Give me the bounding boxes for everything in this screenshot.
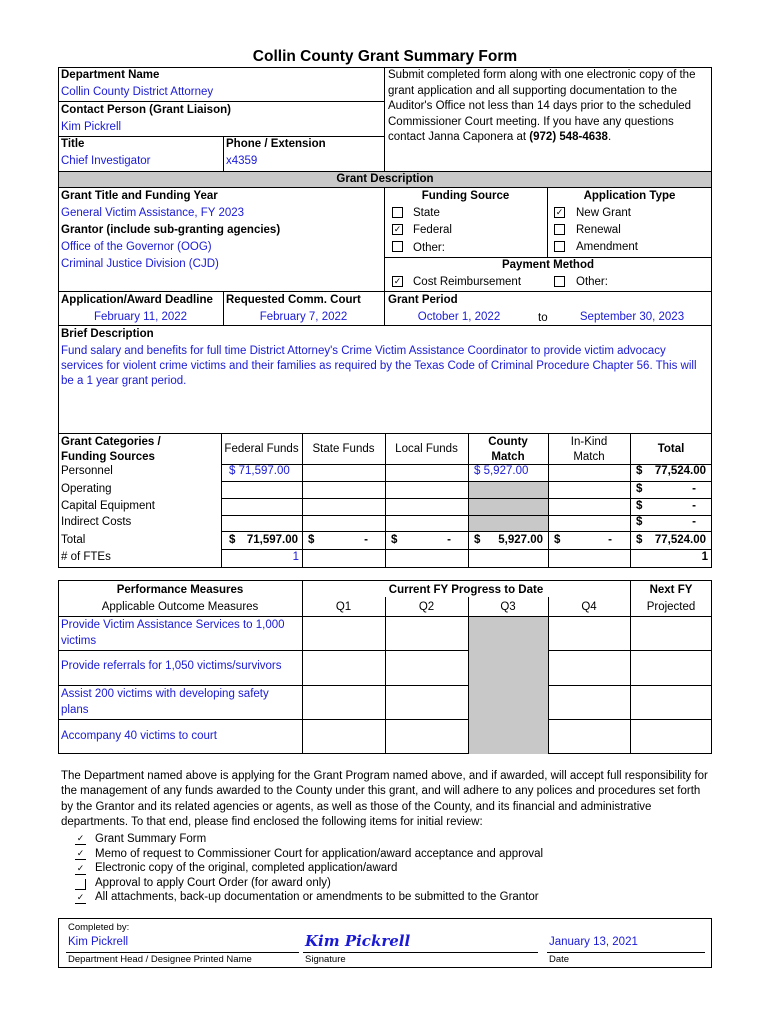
row-total-symbol: $ [636, 516, 643, 528]
deadline-label: Application/Award Deadline [61, 294, 213, 306]
row-total: - [692, 500, 696, 512]
requested-label: Requested Comm. Court [226, 294, 361, 306]
dept-label: Department Name [61, 69, 160, 81]
statement-text: The Department named above is applying for the Grant Program named above, and if awarded, will accept full responsibility for the management of any funds awarded to the County under this grant, and will adhere to any polices and procedures set forth by the Grantor and its related agencies or agents, as well as those of the County, and its financial and administrative departments. To that end, please find enclosed the following items for initial review: [61, 770, 708, 828]
row-total-symbol: $ [636, 500, 643, 512]
funding-state-label: State [413, 207, 440, 219]
date-label: Date [549, 954, 570, 965]
next-fy-1: Next FY [649, 584, 693, 596]
brief-text[interactable]: Fund salary and benefits for full time District Attorney's Crime Victim Assistance Coordinator to provide victim advocacy services for violent crime victims and their families as required by the Texas Code of Criminal Procedure Chapter 56. This will be a 1 year grant period. [61, 345, 697, 388]
col-local: Local Funds [395, 443, 458, 455]
row-label: Capital Equipment [61, 500, 155, 512]
col-county-1: County [488, 436, 528, 448]
total-inkind: - [608, 534, 612, 546]
title-value[interactable]: Chief Investigator [61, 155, 151, 167]
name-label: Department Head / Designee Printed Name [68, 954, 252, 965]
row-label: Personnel [61, 465, 113, 477]
payment-other-label: Other: [576, 276, 608, 288]
progress-title: Current FY Progress to Date [388, 584, 544, 596]
check-mark-icon: ✓ [76, 848, 85, 858]
col-federal: Federal Funds [224, 443, 299, 455]
grantor-label: Grantor (include sub-granting agencies) [61, 224, 281, 236]
grant-description-header: Grant Description [59, 172, 711, 187]
row-total: 77,524.00 [654, 465, 706, 477]
deadline-value[interactable]: February 11, 2022 [93, 311, 188, 323]
total-state: - [364, 534, 368, 546]
payment-cost-label: Cost Reimbursement [413, 276, 522, 288]
checklist-item-2: Memo of request to Commissioner Court for application/award acceptance and approval [95, 848, 544, 860]
budget-category-label-1: Grant Categories / [61, 436, 161, 448]
phone-value[interactable]: x4359 [226, 155, 258, 167]
ftes-label: # of FTEs [61, 551, 111, 563]
app-amendment-checkbox[interactable] [554, 241, 565, 252]
check-mark-icon: ✓ [76, 892, 85, 902]
col-q2: Q2 [418, 601, 435, 613]
col-q3: Q3 [500, 601, 516, 613]
measure-1[interactable]: Provide Victim Assistance Services to 1,000 victims [61, 619, 285, 647]
measure-3[interactable]: Assist 200 victims with developing safety plans [61, 688, 269, 716]
col-q1: Q1 [335, 601, 352, 613]
grant-title-value[interactable]: General Victim Assistance, FY 2023 [61, 207, 245, 219]
app-new-checkbox[interactable] [554, 207, 565, 218]
title-label: Title [61, 138, 85, 150]
instructions-text: Submit completed form along with one electronic copy of the grant application and all supporting documentation to the Auditor's Office not less than 14 days prior to the scheduled Commissioner Court meeting. If you have any questions contact Janna Caponera at (972) 548-4638. [388, 69, 696, 144]
form-title: Collin County Grant Summary Form [252, 48, 518, 65]
check-mark-icon: ✓ [76, 833, 85, 843]
completed-by-label: Completed by: [68, 922, 130, 933]
app-amendment-label: Amendment [576, 241, 639, 253]
col-state: State Funds [312, 443, 375, 455]
payment-other-checkbox[interactable] [554, 276, 565, 287]
checklist-item-3: Electronic copy of the original, completed application/award [95, 862, 398, 874]
performance-subtitle: Applicable Outcome Measures [101, 601, 259, 613]
period-label: Grant Period [388, 294, 458, 306]
total-county: 5,927.00 [498, 534, 543, 546]
payment-method-label: Payment Method [501, 259, 594, 271]
row-county[interactable]: $ 5,927.00 [474, 465, 529, 477]
printed-name[interactable]: Kim Pickrell [68, 936, 129, 948]
checklist-item-1: Grant Summary Form [95, 833, 207, 845]
period-to: to [538, 312, 548, 324]
app-new-label: New Grant [576, 207, 631, 219]
period-start[interactable]: October 1, 2022 [417, 311, 501, 323]
checklist-checkbox[interactable] [75, 879, 86, 890]
signature[interactable]: Kim Pickrell [305, 932, 411, 950]
signature-label: Signature [305, 954, 346, 965]
measure-4[interactable]: Accompany 40 victims to court [61, 730, 217, 742]
col-total: Total [657, 443, 685, 455]
row-total-symbol: $ [636, 465, 643, 477]
total-state-symbol: $ [308, 534, 315, 546]
application-type-label: Application Type [583, 190, 676, 202]
contact-value[interactable]: Kim Pickrell [61, 121, 122, 133]
col-q4: Q4 [581, 601, 597, 613]
check-mark-icon: ✓ [393, 224, 402, 234]
contact-label: Contact Person (Grant Liaison) [61, 104, 231, 116]
row-total: - [692, 483, 696, 495]
check-mark-icon: ✓ [76, 863, 85, 873]
requested-value[interactable]: February 7, 2022 [259, 311, 348, 323]
total-total: 77,524.00 [654, 534, 706, 546]
total-label: Total [61, 534, 86, 546]
ftes-total: 1 [701, 551, 708, 563]
ftes-federal[interactable]: 1 [292, 551, 299, 563]
check-mark-icon: ✓ [393, 276, 402, 286]
app-renewal-checkbox[interactable] [554, 224, 565, 235]
instructions-phone: (972) 548-4638 [529, 131, 608, 144]
brief-label: Brief Description [61, 328, 154, 340]
funding-state-checkbox[interactable] [392, 207, 403, 218]
period-end[interactable]: September 30, 2023 [579, 311, 685, 323]
total-total-symbol: $ [636, 534, 643, 546]
row-label: Operating [61, 483, 112, 495]
dept-value[interactable]: Collin County District Attorney [61, 86, 214, 98]
col-county-2: Match [491, 451, 525, 463]
row-label: Indirect Costs [61, 516, 132, 528]
checklist-item-5: All attachments, back-up documentation or amendments to be submitted to the Grantor [95, 891, 539, 903]
checklist-checkbox[interactable] [75, 893, 86, 904]
total-local-symbol: $ [391, 534, 398, 546]
app-renewal-label: Renewal [576, 224, 621, 236]
total-federal-symbol: $ [229, 534, 236, 546]
total-county-symbol: $ [474, 534, 481, 546]
check-mark-icon: ✓ [555, 207, 564, 217]
row-total-symbol: $ [636, 483, 643, 495]
phone-label: Phone / Extension [226, 138, 326, 150]
checklist-item-4: Approval to apply Court Order (for award only) [95, 877, 331, 889]
row-total: - [692, 516, 696, 528]
sign-date[interactable]: January 13, 2021 [549, 936, 638, 948]
checklist-checkbox[interactable] [75, 849, 86, 860]
funding-federal-checkbox[interactable] [392, 224, 403, 235]
total-local: - [447, 534, 451, 546]
measure-2[interactable]: Provide referrals for 1,050 victims/survivors [61, 660, 282, 672]
row-federal[interactable]: $ 71,597.00 [229, 465, 290, 477]
checklist-checkbox[interactable] [75, 834, 86, 845]
budget-category-label-2: Funding Sources [61, 451, 155, 463]
funding-other-checkbox[interactable] [392, 241, 403, 252]
checklist-checkbox[interactable] [75, 864, 86, 875]
total-federal: 71,597.00 [246, 534, 298, 546]
total-inkind-symbol: $ [554, 534, 561, 546]
funding-federal-label: Federal [413, 224, 452, 236]
grantor-line-2[interactable]: Criminal Justice Division (CJD) [61, 258, 219, 270]
funding-source-label: Funding Source [421, 190, 510, 202]
funding-other-label: Other: [413, 242, 445, 254]
next-fy-2: Projected [646, 601, 696, 613]
payment-cost-checkbox[interactable] [392, 276, 403, 287]
performance-title: Performance Measures [116, 584, 244, 596]
col-inkind-1: In-Kind [570, 436, 608, 448]
col-inkind-2: Match [573, 451, 605, 463]
grant-title-label: Grant Title and Funding Year [61, 190, 218, 202]
grantor-line-1[interactable]: Office of the Governor (OOG) [61, 241, 212, 253]
